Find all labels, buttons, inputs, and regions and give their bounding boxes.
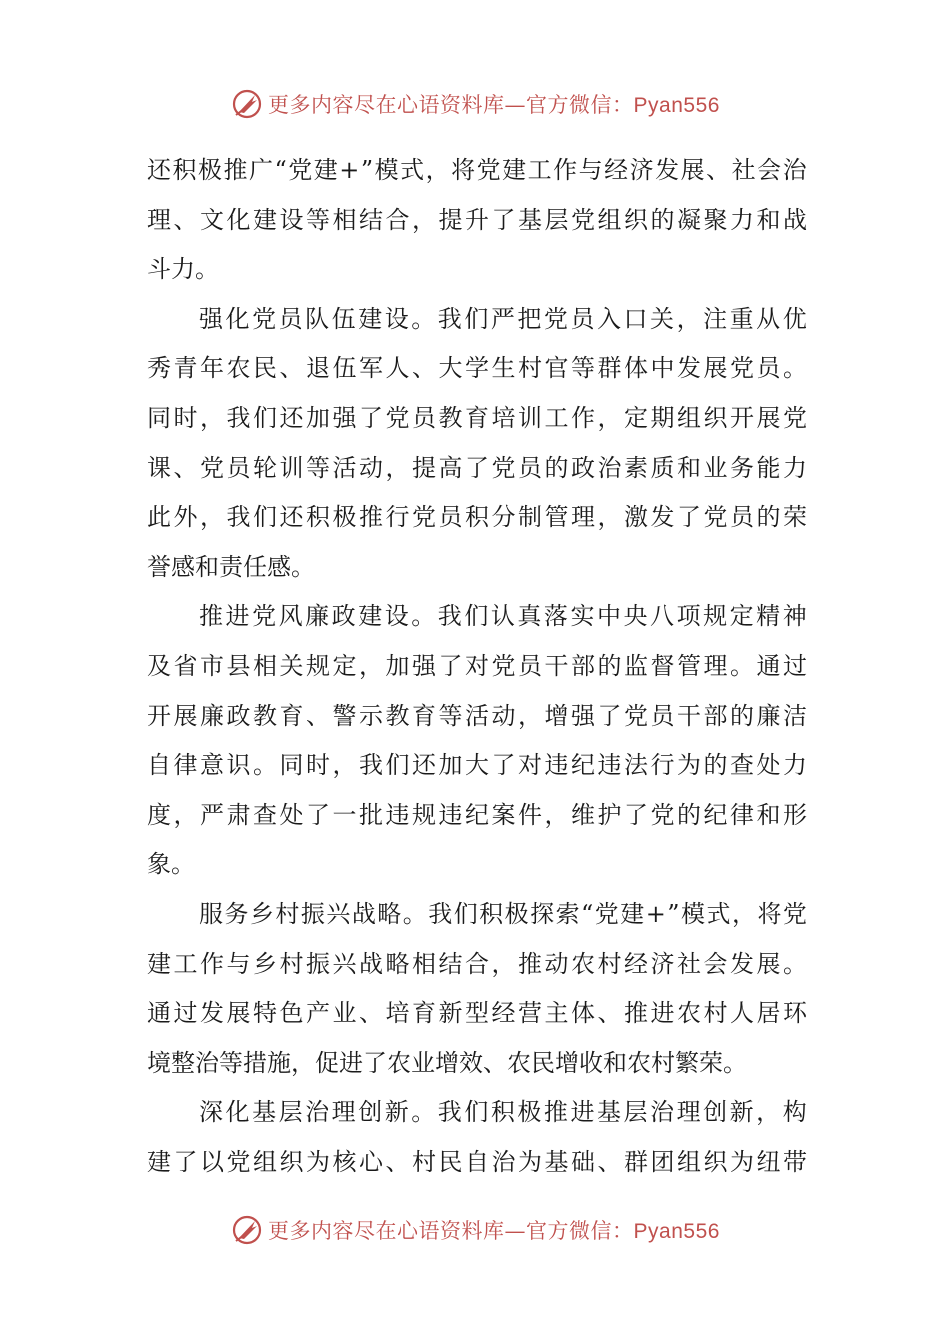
text-line: 誉感和责任感。 (147, 552, 315, 581)
text-line: 斗力。 (147, 255, 219, 284)
header-banner-text: 更多内容尽在心语资料库—官方微信：Pyan556 (268, 93, 720, 117)
text-line: 开 展 廉 政 教 育 、 警 示 教 育 等 活 动 ， 增 强 了 党 员 干 部 的 廉 洁 (147, 701, 807, 730)
quill-logo-icon (230, 87, 264, 121)
text-line: 此 外 ， 我 们 还 积 极 推 行 党 员 积 分 制 管 理 ， 激 发 了 党 员 的 荣 (147, 503, 807, 532)
text-line: 秀 青 年 农 民 、 退 伍 军 人 、 大 学 生 村 官 等 群 体 中 发 展 党 员 。 (147, 354, 807, 383)
document-body (147, 146, 807, 1187)
footer-banner-text: 更多内容尽在心语资料库—官方微信：Pyan556 (268, 1219, 720, 1243)
header-banner (0, 84, 950, 124)
text-line: 理 、 文 化 建 设 等 相 结 合 ， 提 升 了 基 层 党 组 织 的 凝 聚 力 和 战 (147, 205, 807, 234)
text-line: 还 积 极 推 广 “ 党 建 + ” 模 式 ， 将 党 建 工 作 与 经 济 发 展 、 社 会 治 (147, 156, 807, 184)
text-line: 服 务 乡 村 振 兴 战 略 。 我 们 积 极 探 索 “ 党 建 + ” 模 式 ， 将 党 (199, 899, 807, 928)
text-line: 度 ， 严 肃 查 处 了 一 批 违 规 违 纪 案 件 ， 维 护 了 党 的 纪 律 和 形 (147, 800, 807, 829)
text-line: 强 化 党 员 队 伍 建 设 。 我 们 严 把 党 员 入 口 关 ， 注 重 从 优 (199, 304, 807, 333)
text-line: 建 工 作 与 乡 村 振 兴 战 略 相 结 合 ， 推 动 农 村 经 济 社 会 发 展 。 (147, 949, 807, 978)
header-wechat-handle: Pyan556 (633, 94, 720, 117)
text-line: 建 了 以 党 组 织 为 核 心 、 村 民 自 治 为 基 础 、 群 团 组 织 为 纽 带 (147, 1147, 807, 1176)
quill-logo-icon (230, 1213, 264, 1247)
text-line: 课 、 党 员 轮 训 等 活 动 ， 提 高 了 党 员 的 政 治 素 质 和 业 务 能 力 (147, 453, 807, 482)
text-line: 深 化 基 层 治 理 创 新 。 我 们 积 极 推 进 基 层 治 理 创 新 ， 构 (199, 1098, 807, 1127)
text-line: 通 过 发 展 特 色 产 业 、 培 育 新 型 经 营 主 体 、 推 进 农 村 人 居 环 (147, 999, 807, 1028)
text-line: 自 律 意 识 。 同 时 ， 我 们 还 加 大 了 对 违 纪 违 法 行 为 的 查 处 力 (147, 751, 807, 780)
text-line: 象。 (147, 850, 195, 879)
footer-wechat-handle: Pyan556 (633, 1220, 720, 1243)
footer-banner (0, 1210, 950, 1250)
text-line: 推 进 党 风 廉 政 建 设 。 我 们 认 真 落 实 中 央 八 项 规 定 精 神 (199, 602, 807, 631)
text-line: 同 时 ， 我 们 还 加 强 了 党 员 教 育 培 训 工 作 ， 定 期 组 织 开 展 党 (147, 403, 807, 432)
text-line: 及 省 市 县 相 关 规 定 ， 加 强 了 对 党 员 干 部 的 监 督 管 理 。 通 过 (147, 651, 807, 680)
text-line: 境整治等措施，促进了农业增效、农民增收和农村繁荣。 (147, 1048, 747, 1077)
